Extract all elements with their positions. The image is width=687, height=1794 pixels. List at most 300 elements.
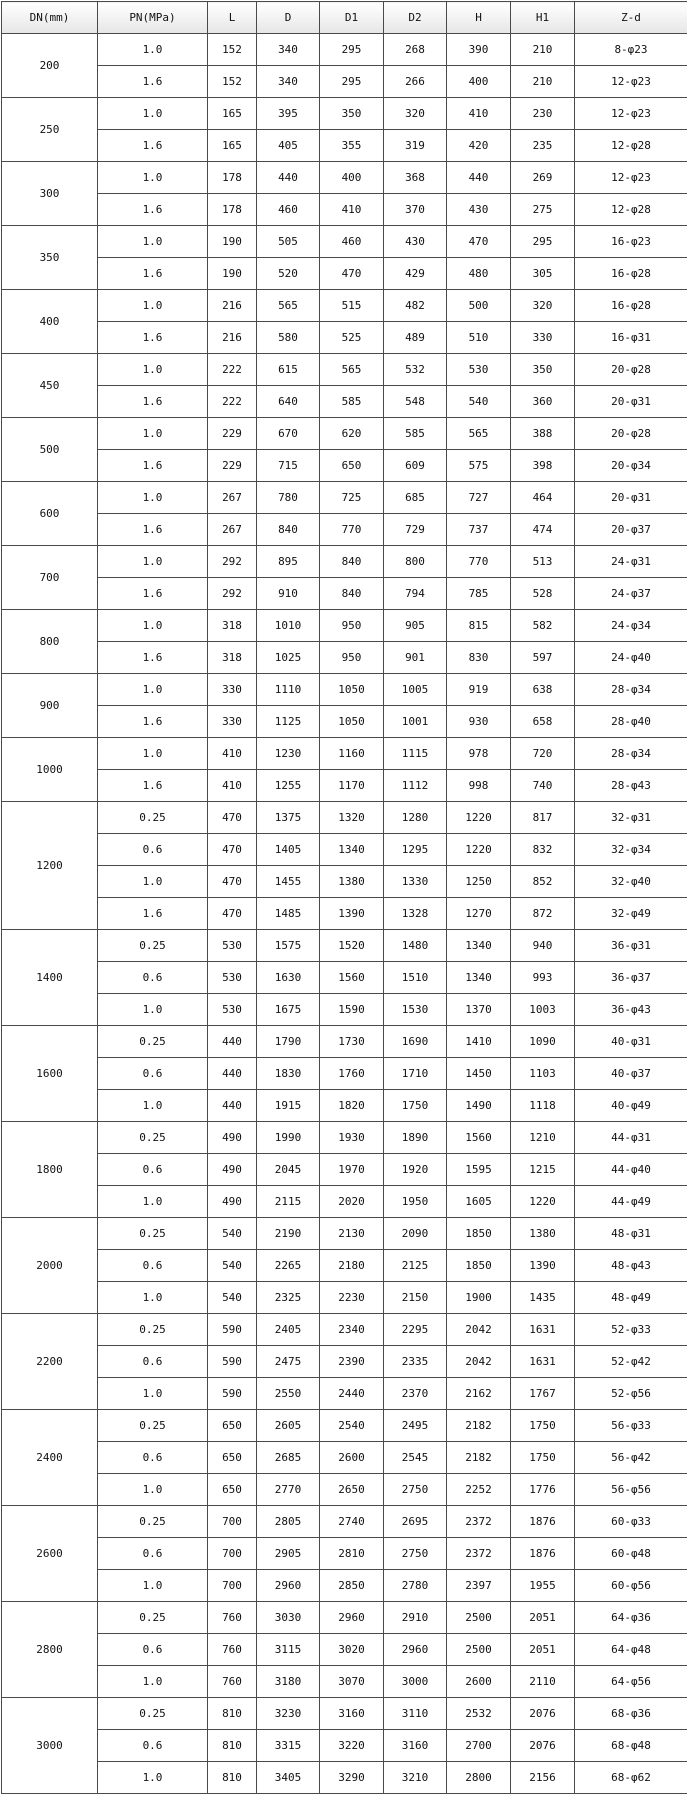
cell-d1: 2340 <box>320 1314 384 1346</box>
cell-d2: 2295 <box>384 1314 447 1346</box>
table-row <box>2 226 687 258</box>
cell-d2: 905 <box>384 610 447 642</box>
cell-d2: 3110 <box>384 1698 447 1730</box>
cell-h1: 638 <box>511 674 575 706</box>
cell-d2: 1005 <box>384 674 447 706</box>
table-row <box>2 130 687 162</box>
cell-h1: 740 <box>511 770 575 802</box>
cell-d2: 2335 <box>384 1346 447 1378</box>
table-row <box>2 866 687 898</box>
cell-d: 3115 <box>257 1634 320 1666</box>
cell-h1: 852 <box>511 866 575 898</box>
cell-pn: 1.6 <box>98 66 208 98</box>
cell-d2: 1920 <box>384 1154 447 1186</box>
cell-d2: 2695 <box>384 1506 447 1538</box>
cell-h1: 295 <box>511 226 575 258</box>
table-row <box>2 1090 687 1122</box>
cell-d1: 295 <box>320 34 384 66</box>
cell-d1: 2020 <box>320 1186 384 1218</box>
cell-pn: 0.25 <box>98 802 208 834</box>
table-row <box>2 802 687 834</box>
cell-zd: 20-φ28 <box>575 354 687 386</box>
cell-dn: 400 <box>2 290 98 354</box>
header-d2: D2 <box>384 2 447 34</box>
cell-pn: 1.0 <box>98 610 208 642</box>
cell-d: 640 <box>257 386 320 418</box>
cell-d2: 429 <box>384 258 447 290</box>
cell-pn: 1.0 <box>98 994 208 1026</box>
cell-l: 590 <box>208 1314 257 1346</box>
cell-zd: 40-φ31 <box>575 1026 687 1058</box>
cell-d2: 268 <box>384 34 447 66</box>
cell-pn: 0.6 <box>98 1538 208 1570</box>
cell-zd: 56-φ56 <box>575 1474 687 1506</box>
cell-h1: 1631 <box>511 1314 575 1346</box>
cell-pn: 0.25 <box>98 1026 208 1058</box>
cell-pn: 1.6 <box>98 706 208 738</box>
cell-dn: 1400 <box>2 930 98 1026</box>
table-row <box>2 1378 687 1410</box>
cell-h: 930 <box>447 706 511 738</box>
cell-l: 165 <box>208 130 257 162</box>
cell-dn: 2400 <box>2 1410 98 1506</box>
cell-l: 216 <box>208 290 257 322</box>
cell-l: 190 <box>208 226 257 258</box>
cell-h1: 1210 <box>511 1122 575 1154</box>
cell-d: 895 <box>257 546 320 578</box>
cell-zd: 24-φ34 <box>575 610 687 642</box>
cell-pn: 1.6 <box>98 642 208 674</box>
cell-d2: 1295 <box>384 834 447 866</box>
cell-h1: 275 <box>511 194 575 226</box>
cell-pn: 1.0 <box>98 34 208 66</box>
cell-h: 1850 <box>447 1218 511 1250</box>
cell-d1: 350 <box>320 98 384 130</box>
cell-d: 3230 <box>257 1698 320 1730</box>
cell-d: 1790 <box>257 1026 320 1058</box>
cell-l: 178 <box>208 194 257 226</box>
cell-h: 737 <box>447 514 511 546</box>
table-row <box>2 1634 687 1666</box>
cell-pn: 0.6 <box>98 1634 208 1666</box>
cell-h: 1900 <box>447 1282 511 1314</box>
header-d: D <box>257 2 320 34</box>
cell-d1: 410 <box>320 194 384 226</box>
table-row <box>2 1474 687 1506</box>
cell-l: 318 <box>208 642 257 674</box>
cell-h: 1340 <box>447 930 511 962</box>
cell-d: 340 <box>257 66 320 98</box>
table-row <box>2 1058 687 1090</box>
cell-zd: 36-φ37 <box>575 962 687 994</box>
cell-d: 1230 <box>257 738 320 770</box>
cell-l: 190 <box>208 258 257 290</box>
cell-zd: 52-φ56 <box>575 1378 687 1410</box>
cell-dn: 600 <box>2 482 98 546</box>
cell-h1: 513 <box>511 546 575 578</box>
cell-h: 575 <box>447 450 511 482</box>
table-row <box>2 482 687 514</box>
cell-d1: 1590 <box>320 994 384 1026</box>
cell-zd: 20-φ34 <box>575 450 687 482</box>
cell-h1: 1118 <box>511 1090 575 1122</box>
cell-h1: 2051 <box>511 1602 575 1634</box>
cell-d: 1110 <box>257 674 320 706</box>
cell-zd: 12-φ23 <box>575 162 687 194</box>
cell-l: 229 <box>208 418 257 450</box>
cell-d2: 430 <box>384 226 447 258</box>
cell-d: 1830 <box>257 1058 320 1090</box>
cell-zd: 16-φ28 <box>575 290 687 322</box>
cell-d2: 3000 <box>384 1666 447 1698</box>
cell-d1: 355 <box>320 130 384 162</box>
cell-d2: 585 <box>384 418 447 450</box>
cell-zd: 24-φ40 <box>575 642 687 674</box>
cell-d: 1575 <box>257 930 320 962</box>
cell-d1: 2230 <box>320 1282 384 1314</box>
cell-d: 505 <box>257 226 320 258</box>
cell-l: 650 <box>208 1442 257 1474</box>
cell-h: 1220 <box>447 834 511 866</box>
cell-d: 2115 <box>257 1186 320 1218</box>
cell-h: 2372 <box>447 1538 511 1570</box>
cell-d1: 770 <box>320 514 384 546</box>
cell-h: 2372 <box>447 1506 511 1538</box>
cell-d1: 1050 <box>320 674 384 706</box>
cell-h: 1250 <box>447 866 511 898</box>
cell-h: 2182 <box>447 1442 511 1474</box>
table-row <box>2 610 687 642</box>
cell-pn: 0.6 <box>98 1442 208 1474</box>
cell-l: 267 <box>208 482 257 514</box>
table-row <box>2 1762 687 1794</box>
cell-d: 715 <box>257 450 320 482</box>
cell-d1: 1970 <box>320 1154 384 1186</box>
cell-d2: 1750 <box>384 1090 447 1122</box>
cell-pn: 1.0 <box>98 98 208 130</box>
cell-d1: 3220 <box>320 1730 384 1762</box>
cell-l: 540 <box>208 1218 257 1250</box>
table-row <box>2 354 687 386</box>
cell-d1: 2440 <box>320 1378 384 1410</box>
table-row <box>2 1314 687 1346</box>
cell-h: 420 <box>447 130 511 162</box>
header-h: H <box>447 2 511 34</box>
cell-d1: 3020 <box>320 1634 384 1666</box>
cell-h: 2500 <box>447 1602 511 1634</box>
cell-dn: 3000 <box>2 1698 98 1794</box>
cell-pn: 1.0 <box>98 738 208 770</box>
cell-d2: 1950 <box>384 1186 447 1218</box>
table-row <box>2 1218 687 1250</box>
table-row <box>2 898 687 930</box>
cell-d1: 840 <box>320 578 384 610</box>
cell-h1: 235 <box>511 130 575 162</box>
table-row <box>2 290 687 322</box>
cell-h: 815 <box>447 610 511 642</box>
cell-l: 530 <box>208 930 257 962</box>
cell-pn: 0.25 <box>98 1122 208 1154</box>
cell-d2: 3210 <box>384 1762 447 1794</box>
cell-zd: 16-φ23 <box>575 226 687 258</box>
cell-h: 2500 <box>447 1634 511 1666</box>
cell-d: 1255 <box>257 770 320 802</box>
cell-l: 700 <box>208 1570 257 1602</box>
cell-d1: 1160 <box>320 738 384 770</box>
cell-d2: 319 <box>384 130 447 162</box>
cell-d1: 725 <box>320 482 384 514</box>
table-row <box>2 578 687 610</box>
cell-h: 2162 <box>447 1378 511 1410</box>
cell-l: 152 <box>208 34 257 66</box>
cell-h: 770 <box>447 546 511 578</box>
table-row <box>2 1570 687 1602</box>
cell-zd: 20-φ28 <box>575 418 687 450</box>
cell-zd: 68-φ62 <box>575 1762 687 1794</box>
cell-d2: 489 <box>384 322 447 354</box>
cell-d: 2405 <box>257 1314 320 1346</box>
cell-d1: 2180 <box>320 1250 384 1282</box>
cell-h: 785 <box>447 578 511 610</box>
cell-pn: 1.0 <box>98 1762 208 1794</box>
cell-d: 1630 <box>257 962 320 994</box>
cell-h1: 1631 <box>511 1346 575 1378</box>
cell-zd: 60-φ33 <box>575 1506 687 1538</box>
cell-l: 490 <box>208 1122 257 1154</box>
cell-zd: 52-φ42 <box>575 1346 687 1378</box>
cell-d: 1125 <box>257 706 320 738</box>
table-row <box>2 770 687 802</box>
cell-d: 1675 <box>257 994 320 1026</box>
cell-l: 222 <box>208 386 257 418</box>
cell-pn: 1.6 <box>98 578 208 610</box>
table-row <box>2 834 687 866</box>
cell-d2: 1280 <box>384 802 447 834</box>
cell-dn: 2600 <box>2 1506 98 1602</box>
table-row <box>2 1730 687 1762</box>
table-row <box>2 1666 687 1698</box>
cell-pn: 1.0 <box>98 674 208 706</box>
table-row <box>2 1602 687 1634</box>
cell-d2: 794 <box>384 578 447 610</box>
cell-pn: 0.25 <box>98 930 208 962</box>
cell-dn: 900 <box>2 674 98 738</box>
cell-d1: 400 <box>320 162 384 194</box>
cell-pn: 0.6 <box>98 1058 208 1090</box>
cell-h: 1270 <box>447 898 511 930</box>
cell-pn: 1.0 <box>98 226 208 258</box>
cell-pn: 1.0 <box>98 1090 208 1122</box>
cell-h1: 1220 <box>511 1186 575 1218</box>
cell-d: 2685 <box>257 1442 320 1474</box>
cell-h1: 230 <box>511 98 575 130</box>
cell-d1: 585 <box>320 386 384 418</box>
cell-d: 2905 <box>257 1538 320 1570</box>
cell-l: 229 <box>208 450 257 482</box>
cell-d1: 2960 <box>320 1602 384 1634</box>
cell-h1: 940 <box>511 930 575 962</box>
cell-d1: 1930 <box>320 1122 384 1154</box>
cell-d2: 1330 <box>384 866 447 898</box>
cell-d: 2960 <box>257 1570 320 1602</box>
cell-d: 1405 <box>257 834 320 866</box>
cell-l: 292 <box>208 546 257 578</box>
cell-d: 1485 <box>257 898 320 930</box>
cell-pn: 1.6 <box>98 386 208 418</box>
cell-d1: 3160 <box>320 1698 384 1730</box>
cell-h: 1850 <box>447 1250 511 1282</box>
cell-d: 2605 <box>257 1410 320 1442</box>
cell-h1: 2110 <box>511 1666 575 1698</box>
cell-h1: 597 <box>511 642 575 674</box>
dimension-table <box>1 1 687 1794</box>
cell-zd: 20-φ31 <box>575 386 687 418</box>
cell-h1: 993 <box>511 962 575 994</box>
cell-d2: 1001 <box>384 706 447 738</box>
cell-zd: 32-φ31 <box>575 802 687 834</box>
cell-h1: 350 <box>511 354 575 386</box>
cell-l: 178 <box>208 162 257 194</box>
cell-d: 3180 <box>257 1666 320 1698</box>
cell-d: 520 <box>257 258 320 290</box>
header-d1: D1 <box>320 2 384 34</box>
cell-dn: 2000 <box>2 1218 98 1314</box>
cell-pn: 1.0 <box>98 1666 208 1698</box>
cell-h: 1340 <box>447 962 511 994</box>
cell-l: 590 <box>208 1346 257 1378</box>
cell-d: 460 <box>257 194 320 226</box>
cell-zd: 48-φ31 <box>575 1218 687 1250</box>
cell-d2: 1112 <box>384 770 447 802</box>
cell-h: 727 <box>447 482 511 514</box>
cell-h: 998 <box>447 770 511 802</box>
cell-h1: 1215 <box>511 1154 575 1186</box>
cell-h: 1595 <box>447 1154 511 1186</box>
cell-d2: 2125 <box>384 1250 447 1282</box>
cell-d2: 2150 <box>384 1282 447 1314</box>
cell-d: 2805 <box>257 1506 320 1538</box>
cell-h1: 269 <box>511 162 575 194</box>
cell-pn: 0.6 <box>98 834 208 866</box>
cell-l: 152 <box>208 66 257 98</box>
cell-d1: 840 <box>320 546 384 578</box>
table-body <box>2 34 687 1794</box>
cell-d2: 1328 <box>384 898 447 930</box>
cell-d1: 2540 <box>320 1410 384 1442</box>
cell-d1: 515 <box>320 290 384 322</box>
cell-dn: 450 <box>2 354 98 418</box>
cell-zd: 64-φ56 <box>575 1666 687 1698</box>
table-row <box>2 322 687 354</box>
cell-h1: 1090 <box>511 1026 575 1058</box>
cell-zd: 28-φ34 <box>575 738 687 770</box>
cell-d1: 1560 <box>320 962 384 994</box>
cell-pn: 0.25 <box>98 1698 208 1730</box>
cell-h: 2800 <box>447 1762 511 1794</box>
cell-d1: 1390 <box>320 898 384 930</box>
cell-l: 222 <box>208 354 257 386</box>
cell-h1: 464 <box>511 482 575 514</box>
cell-h1: 210 <box>511 34 575 66</box>
table-row <box>2 962 687 994</box>
cell-l: 810 <box>208 1762 257 1794</box>
cell-d2: 2960 <box>384 1634 447 1666</box>
cell-d: 910 <box>257 578 320 610</box>
cell-h1: 210 <box>511 66 575 98</box>
cell-pn: 1.0 <box>98 1474 208 1506</box>
cell-pn: 1.6 <box>98 130 208 162</box>
cell-pn: 1.0 <box>98 546 208 578</box>
cell-d: 440 <box>257 162 320 194</box>
table-row <box>2 1410 687 1442</box>
cell-zd: 56-φ33 <box>575 1410 687 1442</box>
cell-zd: 28-φ43 <box>575 770 687 802</box>
cell-l: 470 <box>208 834 257 866</box>
cell-d2: 370 <box>384 194 447 226</box>
table-row <box>2 66 687 98</box>
cell-d2: 368 <box>384 162 447 194</box>
cell-dn: 1800 <box>2 1122 98 1218</box>
table-row <box>2 1026 687 1058</box>
table-row <box>2 1506 687 1538</box>
header-l: L <box>208 2 257 34</box>
cell-zd: 64-φ48 <box>575 1634 687 1666</box>
cell-l: 165 <box>208 98 257 130</box>
cell-d2: 1530 <box>384 994 447 1026</box>
cell-zd: 28-φ34 <box>575 674 687 706</box>
cell-d1: 1320 <box>320 802 384 834</box>
cell-d2: 266 <box>384 66 447 98</box>
table-row <box>2 1282 687 1314</box>
cell-d2: 2370 <box>384 1378 447 1410</box>
cell-h: 2182 <box>447 1410 511 1442</box>
cell-l: 760 <box>208 1634 257 1666</box>
cell-zd: 60-φ56 <box>575 1570 687 1602</box>
cell-pn: 1.0 <box>98 162 208 194</box>
cell-h: 2532 <box>447 1698 511 1730</box>
cell-h1: 320 <box>511 290 575 322</box>
cell-d: 670 <box>257 418 320 450</box>
cell-d2: 548 <box>384 386 447 418</box>
cell-d1: 3290 <box>320 1762 384 1794</box>
cell-dn: 1000 <box>2 738 98 802</box>
cell-d1: 1730 <box>320 1026 384 1058</box>
header-row <box>2 2 687 34</box>
cell-l: 760 <box>208 1666 257 1698</box>
cell-h1: 720 <box>511 738 575 770</box>
cell-zd: 32-φ49 <box>575 898 687 930</box>
cell-d1: 460 <box>320 226 384 258</box>
cell-l: 470 <box>208 802 257 834</box>
cell-d2: 3160 <box>384 1730 447 1762</box>
table-row <box>2 994 687 1026</box>
cell-l: 490 <box>208 1186 257 1218</box>
cell-pn: 1.0 <box>98 1570 208 1602</box>
cell-zd: 12-φ28 <box>575 130 687 162</box>
cell-h: 2042 <box>447 1314 511 1346</box>
cell-dn: 500 <box>2 418 98 482</box>
cell-d: 2550 <box>257 1378 320 1410</box>
cell-l: 650 <box>208 1410 257 1442</box>
table-row <box>2 1154 687 1186</box>
cell-pn: 1.0 <box>98 1378 208 1410</box>
table-row <box>2 674 687 706</box>
cell-d2: 729 <box>384 514 447 546</box>
cell-h: 1410 <box>447 1026 511 1058</box>
cell-dn: 200 <box>2 34 98 98</box>
cell-h: 470 <box>447 226 511 258</box>
cell-pn: 0.25 <box>98 1410 208 1442</box>
